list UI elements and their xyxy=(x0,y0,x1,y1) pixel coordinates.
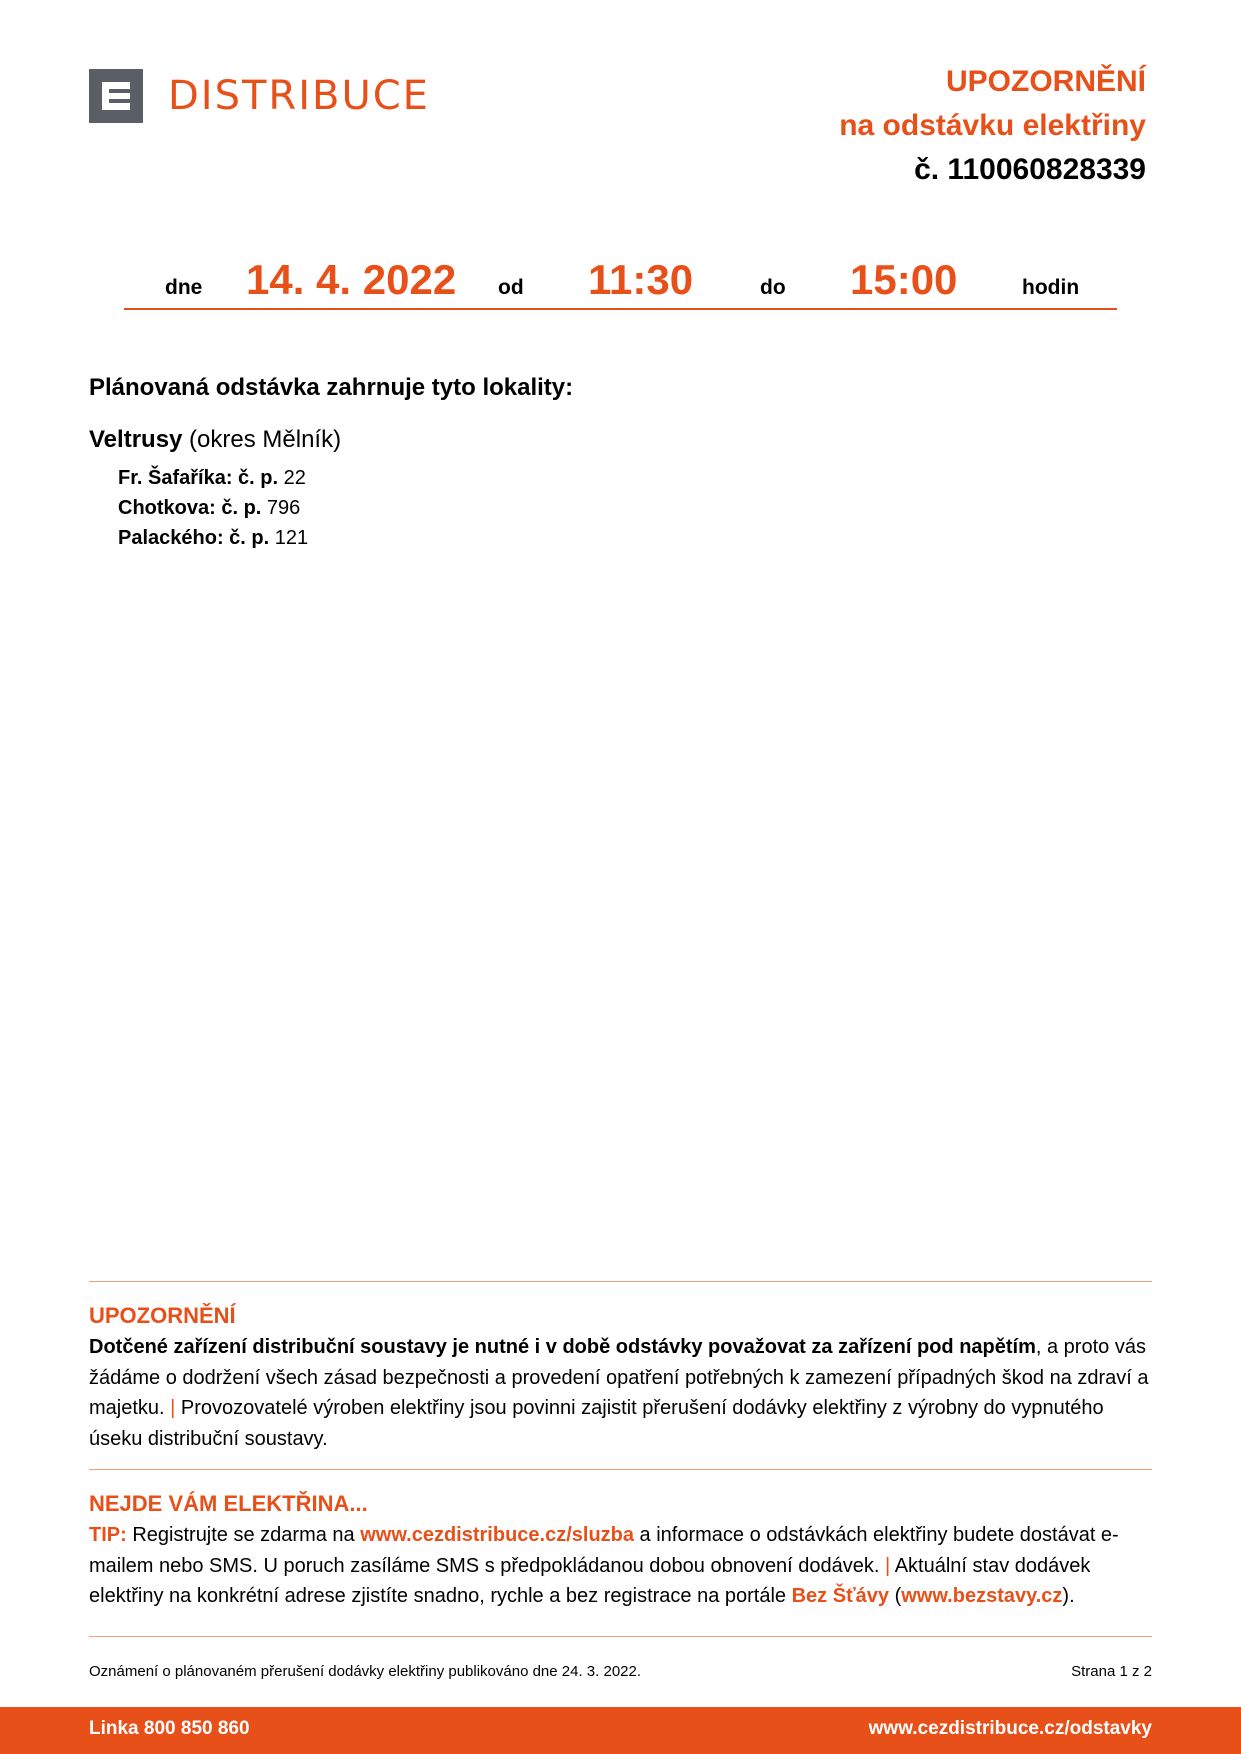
footer-url-link[interactable]: www.cezdistribuce.cz/odstavky xyxy=(868,1718,1152,1739)
divider xyxy=(89,1281,1152,1282)
street-name: Palackého: č. p. xyxy=(118,527,270,549)
divider xyxy=(89,1636,1152,1637)
town-name: Veltrusy xyxy=(89,426,183,453)
bezstavy-link[interactable]: www.bezstavy.cz xyxy=(901,1585,1063,1607)
separator: | xyxy=(885,1554,891,1577)
tip-text-part: Aktuální stav dodávek elektřiny na konkrétní adrese zjistíte snadno, rychle a bez registrace na portále xyxy=(89,1554,1091,1607)
portal-name: Bez Šťávy xyxy=(791,1585,890,1607)
tip-title: NEJDE VÁM ELEKTŘINA... xyxy=(89,1491,368,1516)
notice-title: UPOZORNĚNÍ xyxy=(945,65,1146,98)
warning-text xyxy=(89,1332,1155,1454)
house-number: 796 xyxy=(261,497,301,519)
day-label: dne xyxy=(165,276,203,299)
notice-number: č. 110060828339 xyxy=(914,153,1146,186)
notice-header xyxy=(839,60,1146,192)
street-name: Fr. Šafaříka: č. p. xyxy=(118,467,279,489)
page-number: Strana 1 z 2 xyxy=(1071,1663,1152,1680)
warning-text-part: , a proto vás žádáme o dodržení všech zásad bezpečnosti a provedení opatření potřebných k zamezení případných škod na zdraví a majetku. xyxy=(89,1336,1149,1419)
warning-bold-text: Dotčené zařízení distribuční soustavy je nutné i v době odstávky považovat za zařízení pod napětím xyxy=(89,1336,1036,1358)
house-number: 22 xyxy=(278,467,306,489)
from-label: od xyxy=(498,276,524,299)
street-item xyxy=(118,523,308,553)
tip-text-part: Registrujte se zdarma na xyxy=(126,1524,361,1546)
separator: | xyxy=(170,1397,176,1419)
street-item xyxy=(118,463,308,493)
warning-text-part: Provozovatelé výroben elektřiny jsou povinni zajistit přerušení dodávky elektřiny z výrobny do vypnutého úseku distribuční soustavy. xyxy=(89,1397,1104,1450)
outage-date: 14. 4. 2022 xyxy=(246,256,457,303)
tip-text xyxy=(89,1520,1155,1612)
outage-end-time: 15:00 xyxy=(850,256,958,303)
service-link[interactable]: www.cezdistribuce.cz/sluzba xyxy=(360,1524,634,1546)
town-line xyxy=(89,426,341,454)
divider xyxy=(89,1469,1152,1470)
warning-title: UPOZORNĚNÍ xyxy=(89,1303,236,1328)
street-list xyxy=(118,463,308,553)
tip-text-part: ( xyxy=(889,1585,902,1607)
outage-time-row xyxy=(124,252,1117,310)
publication-note: Oznámení o plánovaném přerušení dodávky elektřiny publikováno dne 24. 3. 2022. xyxy=(89,1663,642,1680)
notice-subtitle: na odstávku elektřiny xyxy=(839,109,1146,142)
hours-label: hodin xyxy=(1022,276,1080,299)
brand-name: DISTRIBUCE xyxy=(168,73,430,119)
street-item xyxy=(118,493,308,523)
footer-bar xyxy=(0,1707,1241,1754)
localities-heading: Plánovaná odstávka zahrnuje tyto lokality: xyxy=(89,374,574,401)
tip-text-part: a informace o odstávkách elektřiny budete dostávat e-mailem nebo SMS. U poruch zasíláme SMS s předpokládanou dobou obnovení dodávek. xyxy=(89,1524,1119,1577)
hotline[interactable]: Linka 800 850 860 xyxy=(89,1718,250,1739)
tip-text-part: ). xyxy=(1062,1585,1075,1607)
cez-logo-icon xyxy=(89,69,143,123)
tip-label: TIP: xyxy=(89,1524,127,1546)
town-district: (okres Mělník) xyxy=(182,426,342,453)
outage-start-time: 11:30 xyxy=(588,256,694,303)
house-number: 121 xyxy=(269,527,309,549)
brand-logo xyxy=(89,69,430,123)
to-label: do xyxy=(760,276,786,299)
street-name: Chotkova: č. p. xyxy=(118,497,262,519)
